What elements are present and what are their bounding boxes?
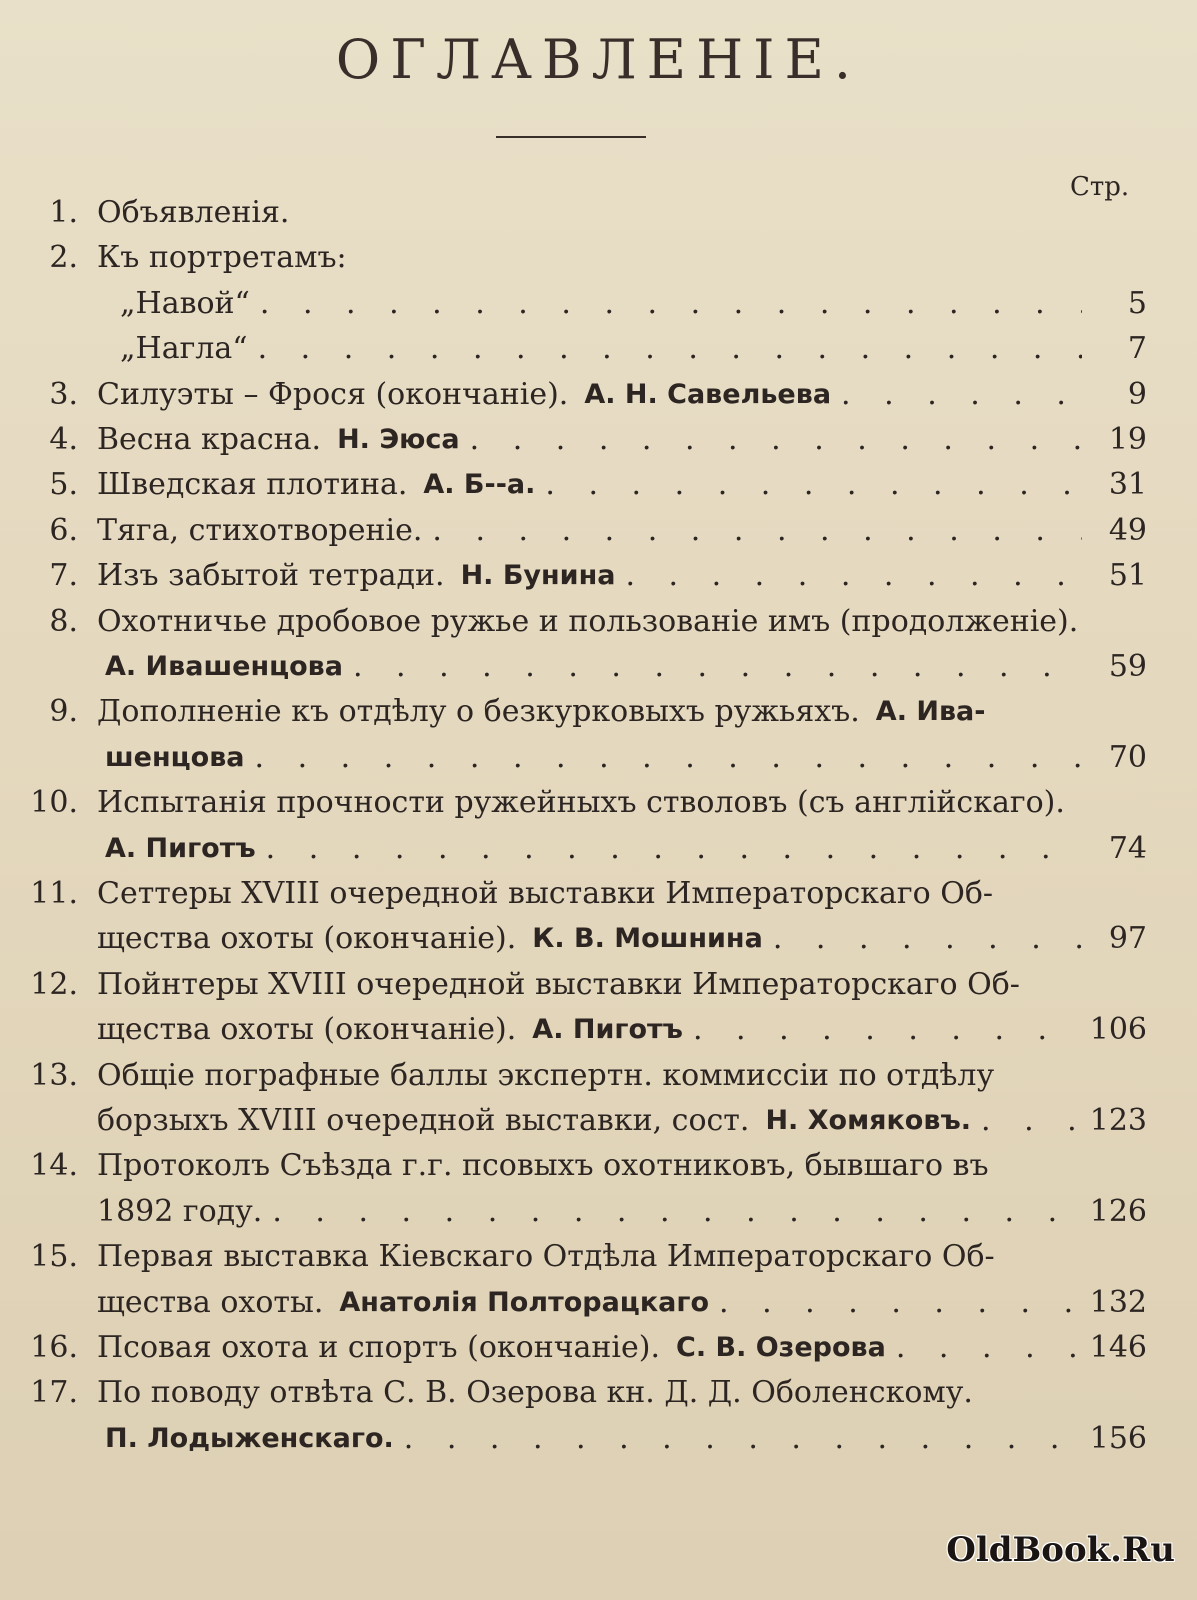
toc-entry-text: [97, 916, 1082, 962]
toc-entry-number: 12.: [30, 966, 78, 1002]
dot-leader: [260, 281, 1082, 327]
toc-entry-text: [97, 235, 1082, 281]
page-title: ОГЛАВЛЕНІЕ.: [335, 28, 862, 91]
toc-entry-title: Охотничье дробовое ружье и пользованіе имъ (продолженіе).: [97, 603, 1079, 639]
toc-entry-author: шенцова: [105, 741, 245, 773]
toc-line: [0, 871, 1197, 917]
toc-entry-title: борзыхъ XVIII очередной выставки, сост.: [97, 1103, 750, 1138]
toc-entry-author: А. Пиготъ: [105, 832, 256, 864]
toc-entry-text: [97, 508, 1082, 554]
toc-entry-title: щества охоты.: [97, 1284, 324, 1320]
toc-line: [0, 1143, 1197, 1189]
watermark: OldBook.Ru: [946, 1530, 1175, 1570]
toc-line: [0, 326, 1197, 372]
toc-entry-title: щества охоты (окончаніе).: [97, 921, 517, 957]
toc-entry-author: П. Лодыженскаго.: [105, 1422, 394, 1454]
toc-page-number: 19: [1108, 422, 1147, 457]
toc-line: [0, 1280, 1197, 1326]
toc-entry-title: Шведская плотина.: [97, 467, 408, 503]
toc-entry-text: [97, 1416, 1082, 1462]
toc-entry-author: К. В. Мошнина: [532, 923, 763, 955]
dot-leader: [719, 1280, 1082, 1326]
toc-entry-author: А. Ива-: [875, 696, 986, 728]
toc-entry-text: [97, 1325, 1082, 1371]
toc-entry-author: Н. Бунина: [460, 560, 616, 592]
dot-leader: [625, 553, 1082, 599]
dot-leader: [896, 1325, 1082, 1371]
toc-entry-number: 13.: [30, 1057, 78, 1093]
toc-entry-number: 9.: [49, 694, 78, 730]
toc-entry-title: „Навой“: [120, 285, 250, 321]
toc-entry-text: [97, 553, 1082, 599]
toc-entry-text: [97, 1280, 1082, 1326]
toc-entry-text: [97, 1007, 1082, 1053]
toc-line: [0, 644, 1197, 690]
toc-line: [0, 735, 1197, 781]
toc-line: [0, 508, 1197, 554]
toc-entry-number: 7.: [49, 558, 78, 594]
toc-entry-text: [97, 826, 1082, 872]
dot-leader: [693, 1007, 1082, 1053]
toc-page-number: 70: [1108, 739, 1147, 775]
toc-page-number: 5: [1127, 285, 1147, 321]
toc-line: [0, 1007, 1197, 1053]
toc-line: [0, 281, 1197, 327]
toc-entry-title: щества охоты (окончаніе).: [97, 1012, 517, 1048]
toc-entry-text: [97, 780, 1082, 826]
toc-entry-title: „Нагла“: [120, 331, 248, 367]
toc-entry-title: Первая выставка Кіевскаго Отдѣла Императорскаго Об-: [97, 1239, 995, 1275]
toc-entry-author: С. В. Озерова: [676, 1332, 886, 1363]
toc-line: [0, 462, 1197, 508]
toc-entry-text: [97, 1053, 1082, 1099]
toc-entry-text: [97, 1189, 1082, 1235]
toc-entry-title: Изъ забытой тетради.: [97, 558, 445, 594]
toc-entry-title: 1892 году.: [97, 1193, 263, 1229]
toc-entry-title: Сеттеры XVIII очередной выставки Императорскаго Об-: [97, 876, 994, 911]
toc-entry-text: [97, 871, 1082, 917]
toc-entry-text: [97, 1234, 1082, 1280]
toc-line: [0, 1189, 1197, 1235]
toc-entry-text: [97, 962, 1082, 1008]
toc-entry-author: А. Пиготъ: [532, 1014, 683, 1046]
toc-entry-number: 4.: [49, 422, 78, 457]
toc-entry-author: Н. Хомяковъ.: [765, 1105, 971, 1136]
toc-entry-text: [97, 689, 1082, 735]
toc-line: [0, 780, 1197, 826]
dot-leader: [258, 326, 1082, 372]
toc-entry-number: 11.: [30, 876, 78, 911]
toc-page-number: 123: [1089, 1103, 1147, 1138]
toc-entry-author: Н. Эюса: [337, 424, 460, 455]
dot-leader: [545, 462, 1082, 508]
toc-entry-text: [97, 644, 1082, 690]
toc-entry-text: [97, 372, 1082, 418]
toc-entry-number: 2.: [49, 240, 78, 276]
toc-entry-author: А. Ивашенцова: [105, 651, 343, 682]
toc-page-number: 49: [1108, 512, 1147, 548]
dot-leader: [841, 372, 1082, 418]
toc-page-number: 132: [1089, 1284, 1147, 1320]
toc-line: [0, 962, 1197, 1008]
toc-line: [0, 1416, 1197, 1462]
toc-entry-number: 6.: [49, 512, 78, 548]
toc-entry-number: 16.: [30, 1330, 78, 1365]
toc-entry-number: 17.: [30, 1375, 78, 1411]
toc-line: [0, 689, 1197, 735]
toc-entry-number: 3.: [49, 376, 78, 412]
toc-line: [0, 1234, 1197, 1280]
toc-page-number: 126: [1089, 1193, 1147, 1229]
toc-line: [0, 553, 1197, 599]
toc-entry-author: А. Б--а.: [423, 469, 536, 501]
toc-entry-text: [120, 326, 1082, 372]
toc-entry-title: Протоколъ Съѣзда г.г. псовыхъ охотниковъ, бывшаго въ: [97, 1148, 989, 1184]
toc-entry-title: Объявленія.: [97, 195, 290, 230]
toc-entry-title: Весна красна.: [97, 422, 322, 457]
page-column-label: Стр.: [1070, 172, 1130, 202]
toc-entry-text: [97, 417, 1082, 463]
toc-entry-text: [97, 1143, 1082, 1189]
toc-entry-text: [97, 1098, 1082, 1144]
dot-leader: [404, 1416, 1082, 1462]
dot-leader: [266, 826, 1082, 872]
dot-leader: [272, 1189, 1082, 1235]
dot-leader: [432, 508, 1082, 554]
dot-leader: [470, 417, 1082, 463]
toc-entry-number: 15.: [30, 1239, 78, 1275]
dot-leader: [353, 644, 1082, 690]
toc-entry-number: 1.: [49, 195, 78, 230]
toc-page-number: 7: [1127, 331, 1147, 367]
toc-line: [0, 1053, 1197, 1099]
toc-page-number: 59: [1108, 649, 1147, 684]
toc-entry-title: Псовая охота и спортъ (окончаніе).: [97, 1330, 661, 1365]
toc-line: [0, 1098, 1197, 1144]
toc-line: [0, 1325, 1197, 1371]
toc-line: [0, 826, 1197, 872]
toc-entry-text: [120, 281, 1082, 327]
toc-entry-title: Испытанія прочности ружейныхъ стволовъ (съ англійскаго).: [97, 785, 1065, 821]
toc-entry-title: Пойнтеры XVIII очередной выставки Императорскаго Об-: [97, 966, 1020, 1002]
toc-entry-author: А. Н. Савельева: [584, 378, 832, 410]
toc-entry-title: Силуэты – Фрося (окончаніе).: [97, 376, 569, 412]
toc-entry-number: 10.: [30, 785, 78, 821]
toc-line: [0, 417, 1197, 463]
toc-page-number: 146: [1089, 1330, 1147, 1365]
toc-line: [0, 372, 1197, 418]
toc-entry-text: [97, 190, 1082, 236]
toc-page-number: 31: [1108, 467, 1147, 503]
toc-entry-text: [97, 735, 1082, 781]
toc-line: [0, 1370, 1197, 1416]
toc-page-number: 9: [1127, 376, 1147, 412]
toc-entry-text: [97, 462, 1082, 508]
dot-leader: [773, 916, 1082, 962]
toc-entry-author: Анатолія Полторацкаго: [339, 1286, 710, 1318]
toc-page-number: 51: [1108, 558, 1147, 594]
toc-entry-number: 8.: [49, 603, 78, 639]
toc-line: [0, 190, 1197, 236]
toc-line: [0, 599, 1197, 645]
toc-line: [0, 916, 1197, 962]
toc-entry-title: Общіе пографные баллы экспертн. коммиссіи по отдѣлу: [97, 1057, 995, 1093]
toc-page-number: 156: [1089, 1420, 1147, 1456]
toc-page-number: 97: [1108, 921, 1147, 957]
toc-entry-title: Дополненіе къ отдѣлу о безкурковыхъ ружьяхъ.: [97, 694, 860, 730]
dot-leader: [255, 735, 1082, 781]
toc-page-number: 106: [1089, 1012, 1147, 1048]
toc-entry-title: Къ портретамъ:: [97, 240, 347, 276]
toc-page-number: 74: [1108, 830, 1147, 866]
toc-entry-number: 5.: [49, 467, 78, 503]
toc-entry-text: [97, 599, 1082, 645]
toc-entry-text: [97, 1370, 1082, 1416]
toc-entry-title: По поводу отвѣта С. В. Озерова кн. Д. Д. Оболенскому.: [97, 1375, 973, 1411]
toc-line: [0, 235, 1197, 281]
toc-entry-number: 14.: [30, 1148, 78, 1184]
toc-entry-title: Тяга, стихотвореніе.: [97, 512, 423, 548]
